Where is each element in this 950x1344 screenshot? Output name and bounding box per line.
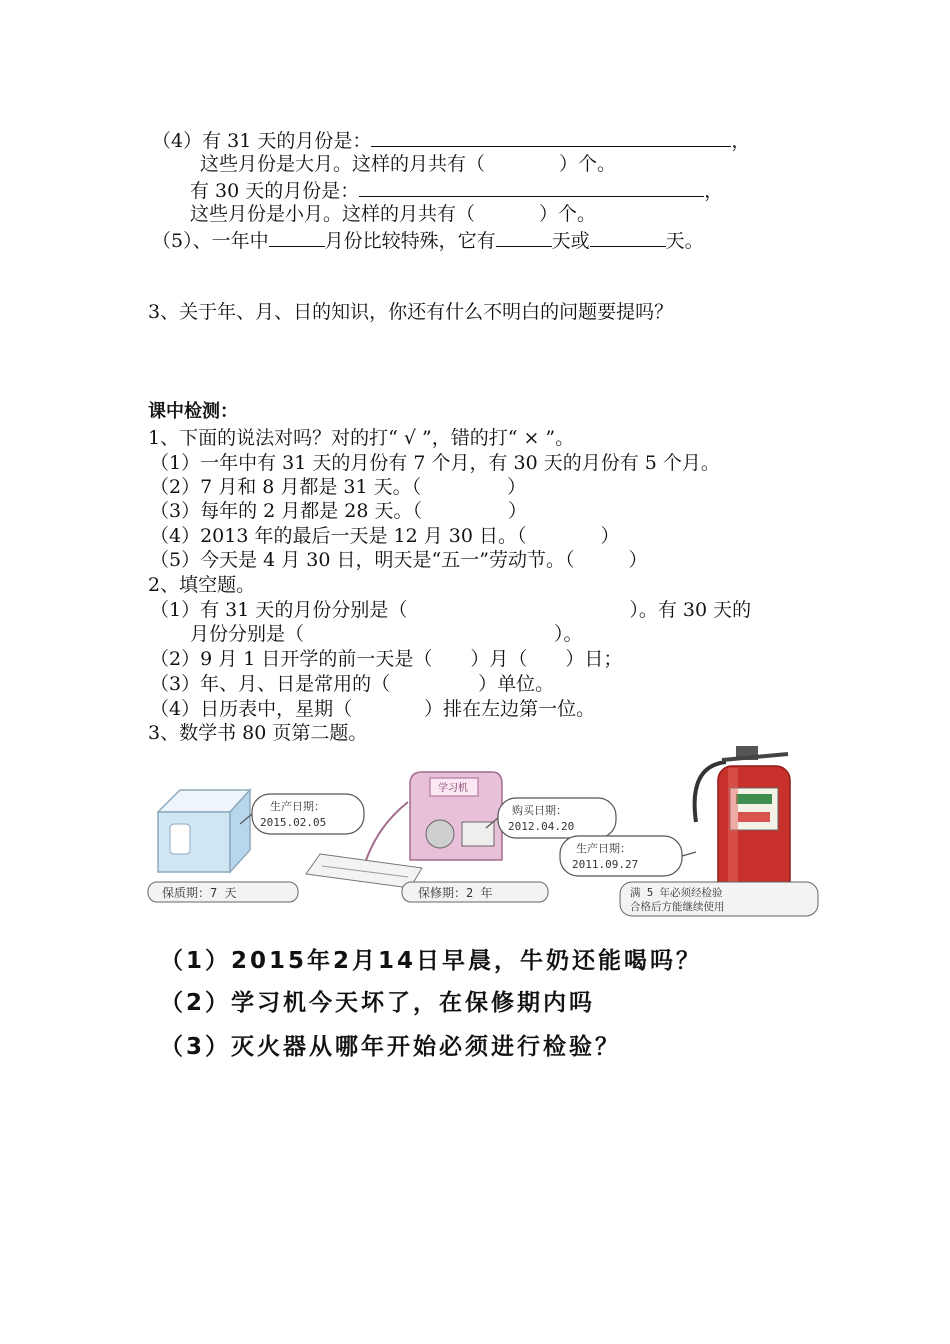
question-3: 3、关于年、月、日的知识，你还有什么不明白的问题要提吗？ xyxy=(148,301,674,323)
s2-item-4: （4）日历表中，星期（ ）排在左边第一位。 xyxy=(150,698,596,720)
q5-line: （5）、一年中 月份比较特殊，它有 天或 天。 xyxy=(152,230,704,252)
s1-item-2: （2）7 月和 8 月都是 31 天。（ ） xyxy=(150,476,527,498)
s1-item-1: （1）一年中有 31 天的月份有 7 个月，有 30 天的月份有 5 个月。 xyxy=(150,452,720,474)
ext-date: 2011.09.27 xyxy=(572,858,639,871)
answer-blank[interactable] xyxy=(371,128,731,147)
s2-item-3: （3）年、月、日是常用的（ ）单位。 xyxy=(150,673,555,695)
s1-item-5: （5）今天是 4 月 30 日，明天是“五一”劳动节。（ ） xyxy=(150,549,648,571)
question-extinguisher: （3）灭火器从哪年开始必须进行检验？ xyxy=(160,1034,622,1060)
question-milk: （1）2015年2月14日早晨，牛奶还能喝吗？ xyxy=(160,948,703,974)
q4-line-4: 这些月份是小月。这样的月共有（ ）个。 xyxy=(190,203,597,225)
answer-blank[interactable] xyxy=(359,178,704,197)
s1-item-3: （3）每年的 2 月都是 28 天。（ ） xyxy=(150,500,528,522)
s1-title: 1、下面的说法对吗？对的打“ √ ”，错的打“ × ”。 xyxy=(148,427,575,449)
s2-title: 2、填空题。 xyxy=(148,574,256,596)
s3-title: 3、数学书 80 页第二题。 xyxy=(148,722,368,744)
device-date-label: 购买日期： xyxy=(512,804,567,817)
milk-carton-image xyxy=(158,790,250,872)
section-heading: 课中检测： xyxy=(148,401,238,422)
s1-item-4: （4）2013 年的最后一天是 12 月 30 日。（ ） xyxy=(150,525,620,547)
device-warranty: 保修期：2 年 xyxy=(418,886,493,900)
q4-line-3: 有 30 天的月份是： ， xyxy=(190,180,724,202)
milk-shelf-life: 保质期：7 天 xyxy=(162,886,237,900)
s2-item-1: （1）有 31 天的月份分别是（ ）。有 30 天的 xyxy=(150,599,752,621)
ext-note-1: 满 5 年必须经检验 xyxy=(630,887,723,899)
question-device: （2）学习机今天坏了，在保修期内吗 xyxy=(160,990,596,1016)
s2-item-1-cont: 月份分别是（ ）。 xyxy=(190,623,583,645)
answer-blank[interactable] xyxy=(269,228,325,247)
q4-line-1: （4）有 31 天的月份是： ， xyxy=(152,130,751,152)
ext-note-2: 合格后方能继续使用 xyxy=(630,901,725,913)
milk-date: 2015.02.05 xyxy=(260,816,327,829)
q4-line-2: 这些月份是大月。这样的月共有（ ）个。 xyxy=(200,153,617,175)
milk-date-label: 生产日期： xyxy=(270,800,325,813)
illustration-panel xyxy=(140,742,830,922)
answer-blank[interactable] xyxy=(590,228,666,247)
s2-item-2: （2）9 月 1 日开学的前一天是（ ）月（ ）日； xyxy=(150,648,623,670)
device-date: 2012.04.20 xyxy=(508,820,575,833)
device-name: 学习机 xyxy=(438,783,468,794)
ext-date-label: 生产日期： xyxy=(576,842,631,855)
answer-blank[interactable] xyxy=(496,228,552,247)
